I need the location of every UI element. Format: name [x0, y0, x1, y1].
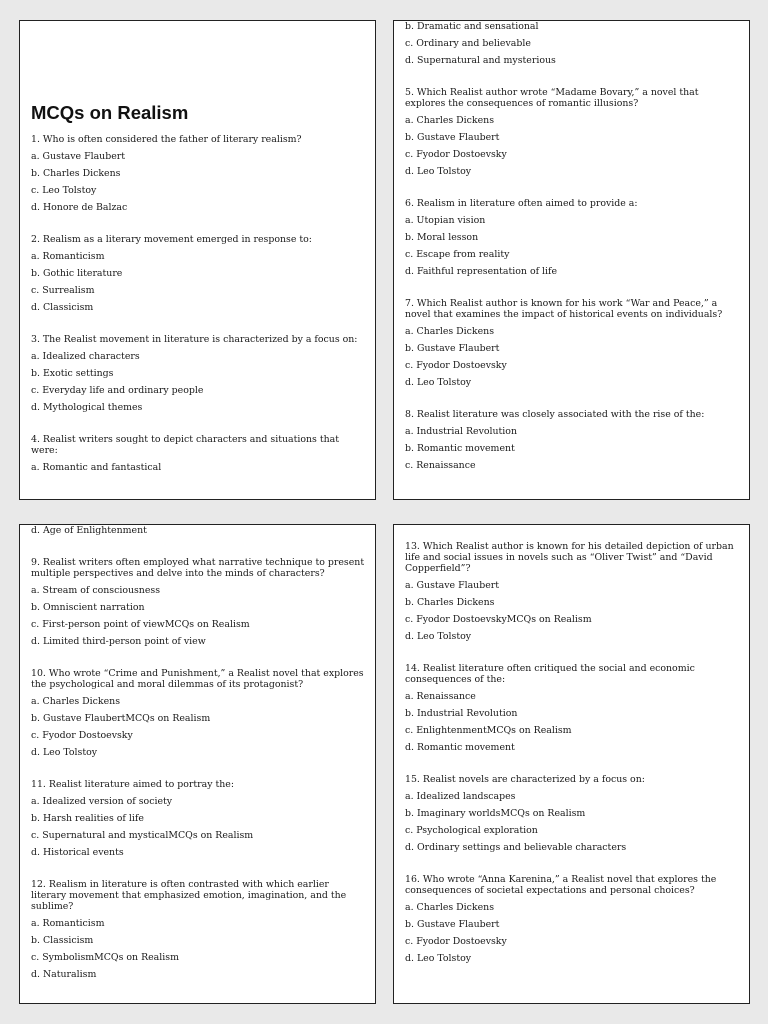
answer-option: a. Romanticism — [31, 251, 105, 262]
spacer — [405, 72, 739, 87]
answer-option: c. Renaissance — [405, 460, 476, 471]
answer-option: d. Ordinary settings and believable characters — [405, 842, 627, 853]
answer-option: c. Escape from reality — [405, 249, 510, 260]
question-text: 8. Realist literature was closely associated with the rise of the: — [405, 409, 705, 420]
answer-option: c. Fyodor DostoevskyMCQs on Realism — [405, 614, 592, 625]
answer-option: b. Imaginary worldsMCQs on Realism — [405, 808, 586, 819]
answer-option: d. Historical events — [31, 847, 124, 858]
answer-option: d. Leo Tolstoy — [405, 631, 472, 642]
answer-option: b. Exotic settings — [31, 368, 114, 379]
answer-option: c. First-person point of viewMCQs on Realism — [31, 619, 250, 630]
answer-option: c. Fyodor Dostoevsky — [405, 936, 507, 947]
answer-option: b. Gustave Flaubert — [405, 343, 500, 354]
question-text: 14. Realist literature often critiqued the social and economic consequences of the: — [405, 663, 695, 685]
answer-option: a. Romantic and fantastical — [31, 462, 162, 473]
answer-option: c. Leo Tolstoy — [31, 185, 97, 196]
answer-option: d. Classicism — [31, 302, 94, 313]
question-text: 4. Realist writers sought to depict characters and situations that were: — [31, 434, 339, 456]
answer-option: b. Moral lesson — [405, 232, 479, 243]
question-text: 16. Who wrote “Anna Karenina,” a Realist novel that explores the consequences of societal expectations and personal choices? — [405, 874, 717, 896]
answer-option: b. Industrial Revolution — [405, 708, 518, 719]
spacer — [31, 764, 365, 779]
question-text: 3. The Realist movement in literature is characterized by a focus on: — [31, 334, 358, 345]
answer-option: d. Leo Tolstoy — [31, 747, 98, 758]
answer-option: a. Charles Dickens — [405, 902, 495, 913]
answer-option: d. Mythological themes — [31, 402, 143, 413]
answer-option: a. Romanticism — [31, 918, 105, 929]
answer-option: c. Supernatural and mysticalMCQs on Realism — [31, 830, 254, 841]
answer-option: d. Leo Tolstoy — [405, 377, 472, 388]
answer-option: a. Gustave Flaubert — [405, 580, 499, 591]
question-text: 6. Realism in literature often aimed to provide a: — [405, 198, 638, 209]
question-text: 1. Who is often considered the father of literary realism? — [31, 134, 302, 145]
question-text: 15. Realist novels are characterized by a focus on: — [405, 774, 645, 785]
question-text: 10. Who wrote “Crime and Punishment,” a Realist novel that explores the psychological and moral dilemmas of its protagonist? — [31, 668, 364, 690]
answer-option: b. Charles Dickens — [405, 597, 495, 608]
spacer — [405, 648, 739, 663]
question-text: 5. Which Realist author wrote “Madame Bovary,” a novel that explores the consequences of romantic illusions? — [405, 87, 699, 109]
answer-option: a. Gustave Flaubert — [31, 151, 125, 162]
answer-option: a. Utopian vision — [405, 215, 486, 226]
document-title: MCQs on Realism — [31, 102, 189, 123]
answer-option: d. Honore de Balzac — [31, 202, 128, 213]
answer-option: c. Surrealism — [31, 285, 95, 296]
spacer — [405, 759, 739, 774]
answer-option: a. Idealized version of society — [31, 796, 173, 807]
spacer — [31, 319, 365, 334]
question-text: 2. Realism as a literary movement emerged in response to: — [31, 234, 312, 245]
spacer — [31, 864, 365, 879]
page-content — [394, 21, 749, 471]
question-text: 9. Realist writers often employed what narrative technique to present multiple perspectives and delve into the minds of characters? — [31, 557, 365, 579]
answer-option: d. Faithful representation of life — [405, 266, 558, 277]
question-text: 12. Realism in literature is often contrasted with which earlier literary movement that emphasized emotion, imagination, and the sublime? — [31, 879, 347, 912]
document-page-4 — [393, 524, 750, 1004]
document-page-2 — [393, 20, 750, 500]
document-page-1 — [19, 20, 376, 500]
answer-option: b. Harsh realities of life — [31, 813, 144, 824]
question-text: 7. Which Realist author is known for his work “War and Peace,” a novel that examines the impact of historical events on individuals? — [405, 298, 723, 320]
answer-option: a. Charles Dickens — [405, 326, 495, 337]
answer-option: d. Leo Tolstoy — [405, 953, 472, 964]
spacer — [405, 394, 739, 409]
answer-option: c. Fyodor Dostoevsky — [405, 360, 507, 371]
answer-option: b. Charles Dickens — [31, 168, 121, 179]
answer-option: c. Ordinary and believable — [405, 38, 531, 49]
answer-option: d. Leo Tolstoy — [405, 166, 472, 177]
answer-option: b. Gustave FlaubertMCQs on Realism — [31, 713, 211, 724]
spacer — [405, 183, 739, 198]
answer-option: b. Dramatic and sensational — [405, 21, 539, 32]
answer-option: b. Gustave Flaubert — [405, 919, 500, 930]
answer-option: a. Idealized landscapes — [405, 791, 516, 802]
answer-option: c. Fyodor Dostoevsky — [31, 730, 133, 741]
answer-option: b. Omniscient narration — [31, 602, 145, 613]
question-text: 11. Realist literature aimed to portray the: — [31, 779, 234, 790]
spacer — [405, 859, 739, 874]
page-content — [394, 525, 749, 964]
answer-option: a. Idealized characters — [31, 351, 140, 362]
answer-option: a. Charles Dickens — [31, 696, 121, 707]
answer-option: d. Naturalism — [31, 969, 97, 980]
answer-option: a. Charles Dickens — [405, 115, 495, 126]
page-content — [20, 21, 375, 473]
document-page-3 — [19, 524, 376, 1004]
answer-option: a. Renaissance — [405, 691, 476, 702]
answer-option: c. Fyodor Dostoevsky — [405, 149, 507, 160]
answer-option: b. Gustave Flaubert — [405, 132, 500, 143]
answer-option: b. Classicism — [31, 935, 94, 946]
page-content — [20, 525, 375, 980]
spacer — [31, 542, 365, 557]
question-text: 13. Which Realist author is known for his detailed depiction of urban life and social issues in novels such as “Oliver Twist” and “David Copperfield”? — [405, 541, 734, 574]
answer-option: d. Romantic movement — [405, 742, 515, 753]
answer-option: b. Gothic literature — [31, 268, 123, 279]
answer-option: a. Industrial Revolution — [405, 426, 517, 437]
answer-option: b. Romantic movement — [405, 443, 515, 454]
spacer — [31, 419, 365, 434]
answer-option: c. EnlightenmentMCQs on Realism — [405, 725, 572, 736]
answer-option: d. Supernatural and mysterious — [405, 55, 556, 66]
answer-option: d. Limited third-person point of view — [31, 636, 206, 647]
answer-option: c. Everyday life and ordinary people — [31, 385, 204, 396]
spacer — [31, 219, 365, 234]
spacer — [405, 283, 739, 298]
answer-option: c. Psychological exploration — [405, 825, 538, 836]
answer-option: a. Stream of consciousness — [31, 585, 161, 596]
answer-option: d. Age of Enlightenment — [31, 525, 147, 536]
spacer — [31, 653, 365, 668]
answer-option: c. SymbolismMCQs on Realism — [31, 952, 179, 963]
